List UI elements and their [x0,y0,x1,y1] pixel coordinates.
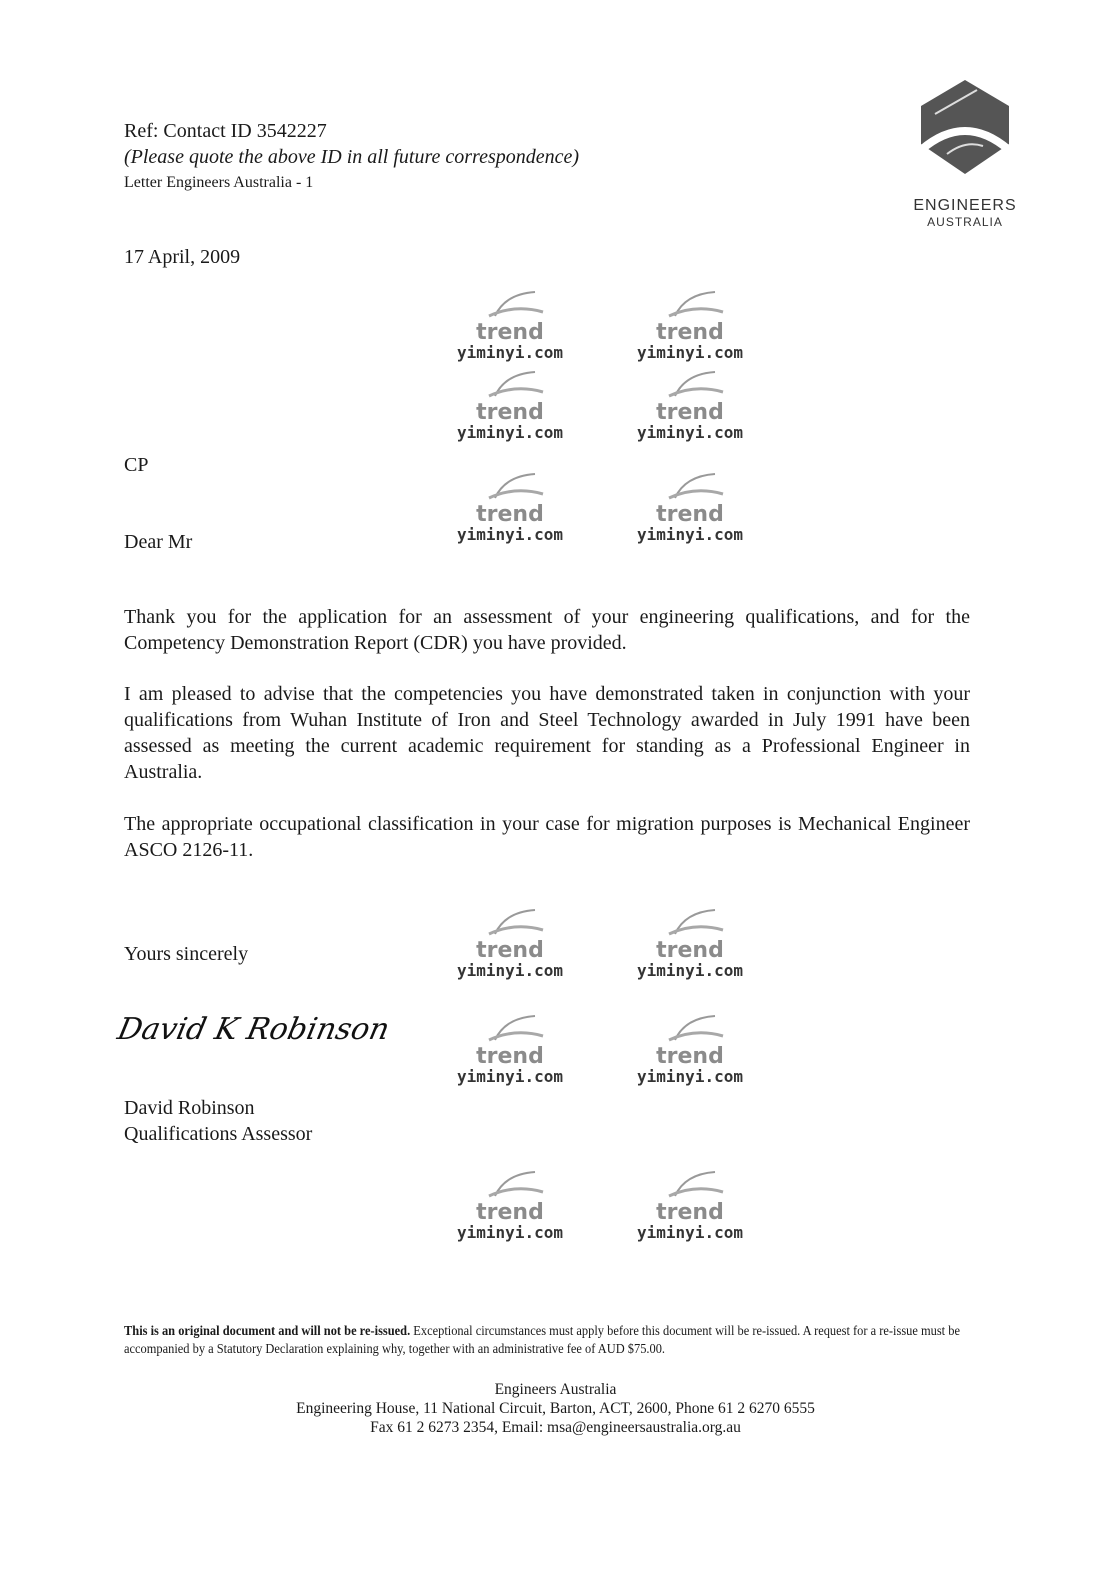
watermark-logo: trend [476,320,544,345]
watermark-swoosh-icon [655,1014,725,1042]
watermark-url: yiminyi.com [637,423,743,442]
watermark-swoosh-icon [655,370,725,398]
body-paragraph-1: Thank you for the application for an assessment of your engineering qualifications, and for the Competency Demonstration Report (CDR) you have provided. [124,606,970,654]
hexagon-logo-icon [919,78,1011,186]
watermark-logo: trend [476,938,544,963]
watermark [440,1014,580,1086]
watermark-url: yiminyi.com [457,961,563,980]
watermark-logo: trend [476,1044,544,1069]
watermark-url: yiminyi.com [457,1223,563,1242]
watermark-logo: trend [476,1200,544,1225]
watermark-swoosh-icon [475,290,545,318]
watermark-logo: trend [656,320,724,345]
footer-contact: Fax 61 2 6273 2354, Email: msa@engineersaustralia.org.au [370,1419,741,1436]
letter-id: Letter Engineers Australia - 1 [124,174,314,191]
watermark-logo: trend [656,400,724,425]
body-paragraph-2: I am pleased to advise that the competencies you have demonstrated taken in conjunction with your qualifications from Wuhan Institute of Iron and Steel Technology awarded in July 1991 have been assessed as meeting the current academic requirement for standing as a Professional Engineer in Australia. [124,683,970,783]
watermark [620,1170,760,1242]
watermark-url: yiminyi.com [457,1067,563,1086]
body-paragraph-3: The appropriate occupational classification in your case for migration purposes is Mechanical Engineer ASCO 2126-11. [124,813,970,861]
watermark-url: yiminyi.com [457,343,563,362]
watermark-logo: trend [656,938,724,963]
watermark-logo: trend [476,502,544,527]
watermark-swoosh-icon [475,1014,545,1042]
watermark-url: yiminyi.com [457,423,563,442]
letter-date: 17 April, 2009 [124,246,241,268]
contact-id: Ref: Contact ID 3542227 [124,120,327,142]
quote-note: (Please quote the above ID in all future correspondence) [124,146,580,168]
signature: David K Robinson [114,1012,393,1047]
watermark [440,1170,580,1242]
watermark-url: yiminyi.com [637,1223,743,1242]
watermark-url: yiminyi.com [637,1067,743,1086]
watermark-swoosh-icon [475,370,545,398]
watermark-url: yiminyi.com [457,525,563,544]
watermark [620,472,760,544]
watermark-swoosh-icon [655,290,725,318]
footer-address-line: Engineering House, 11 National Circuit, Barton, ACT, 2600, Phone 61 2 6270 6555 [296,1400,815,1417]
reissue-notice [124,1322,966,1358]
watermark-logo: trend [656,1200,724,1225]
watermark [620,1014,760,1086]
logo-line2: AUSTRALIA [927,215,1003,229]
notice-bold: This is an original document and will not be re-issued. [124,1323,411,1338]
watermark [440,290,580,362]
watermark [440,370,580,442]
watermark-logo: trend [656,502,724,527]
salutation: Dear Mr [124,531,193,553]
watermark-swoosh-icon [475,1170,545,1198]
reference-block [124,118,579,196]
signer-title: Qualifications Assessor [124,1123,313,1145]
watermark [440,908,580,980]
watermark-logo: trend [476,400,544,425]
footer-address [0,1380,1111,1437]
watermark-logo: trend [656,1044,724,1069]
watermark-url: yiminyi.com [637,525,743,544]
notice-rest: Exceptional circumstances must apply before this document will be re-issued. A request for a re-issue must be accompanied by a Statutory Declaration explaining why, together with an administrative fee of AUD $75.00. [124,1323,960,1356]
watermark [620,908,760,980]
watermark-swoosh-icon [655,472,725,500]
engineers-australia-logo [905,78,1025,229]
watermark [620,370,760,442]
signer-name: David Robinson [124,1097,255,1119]
watermark-swoosh-icon [655,1170,725,1198]
watermark [440,472,580,544]
watermark-swoosh-icon [475,472,545,500]
recipient: CP [124,454,149,476]
footer-org: Engineers Australia [494,1381,617,1398]
watermark-swoosh-icon [475,908,545,936]
closing: Yours sincerely [124,943,249,965]
logo-line1: ENGINEERS [913,197,1017,214]
watermark-url: yiminyi.com [637,961,743,980]
watermark-swoosh-icon [655,908,725,936]
watermark [620,290,760,362]
watermark-url: yiminyi.com [637,343,743,362]
